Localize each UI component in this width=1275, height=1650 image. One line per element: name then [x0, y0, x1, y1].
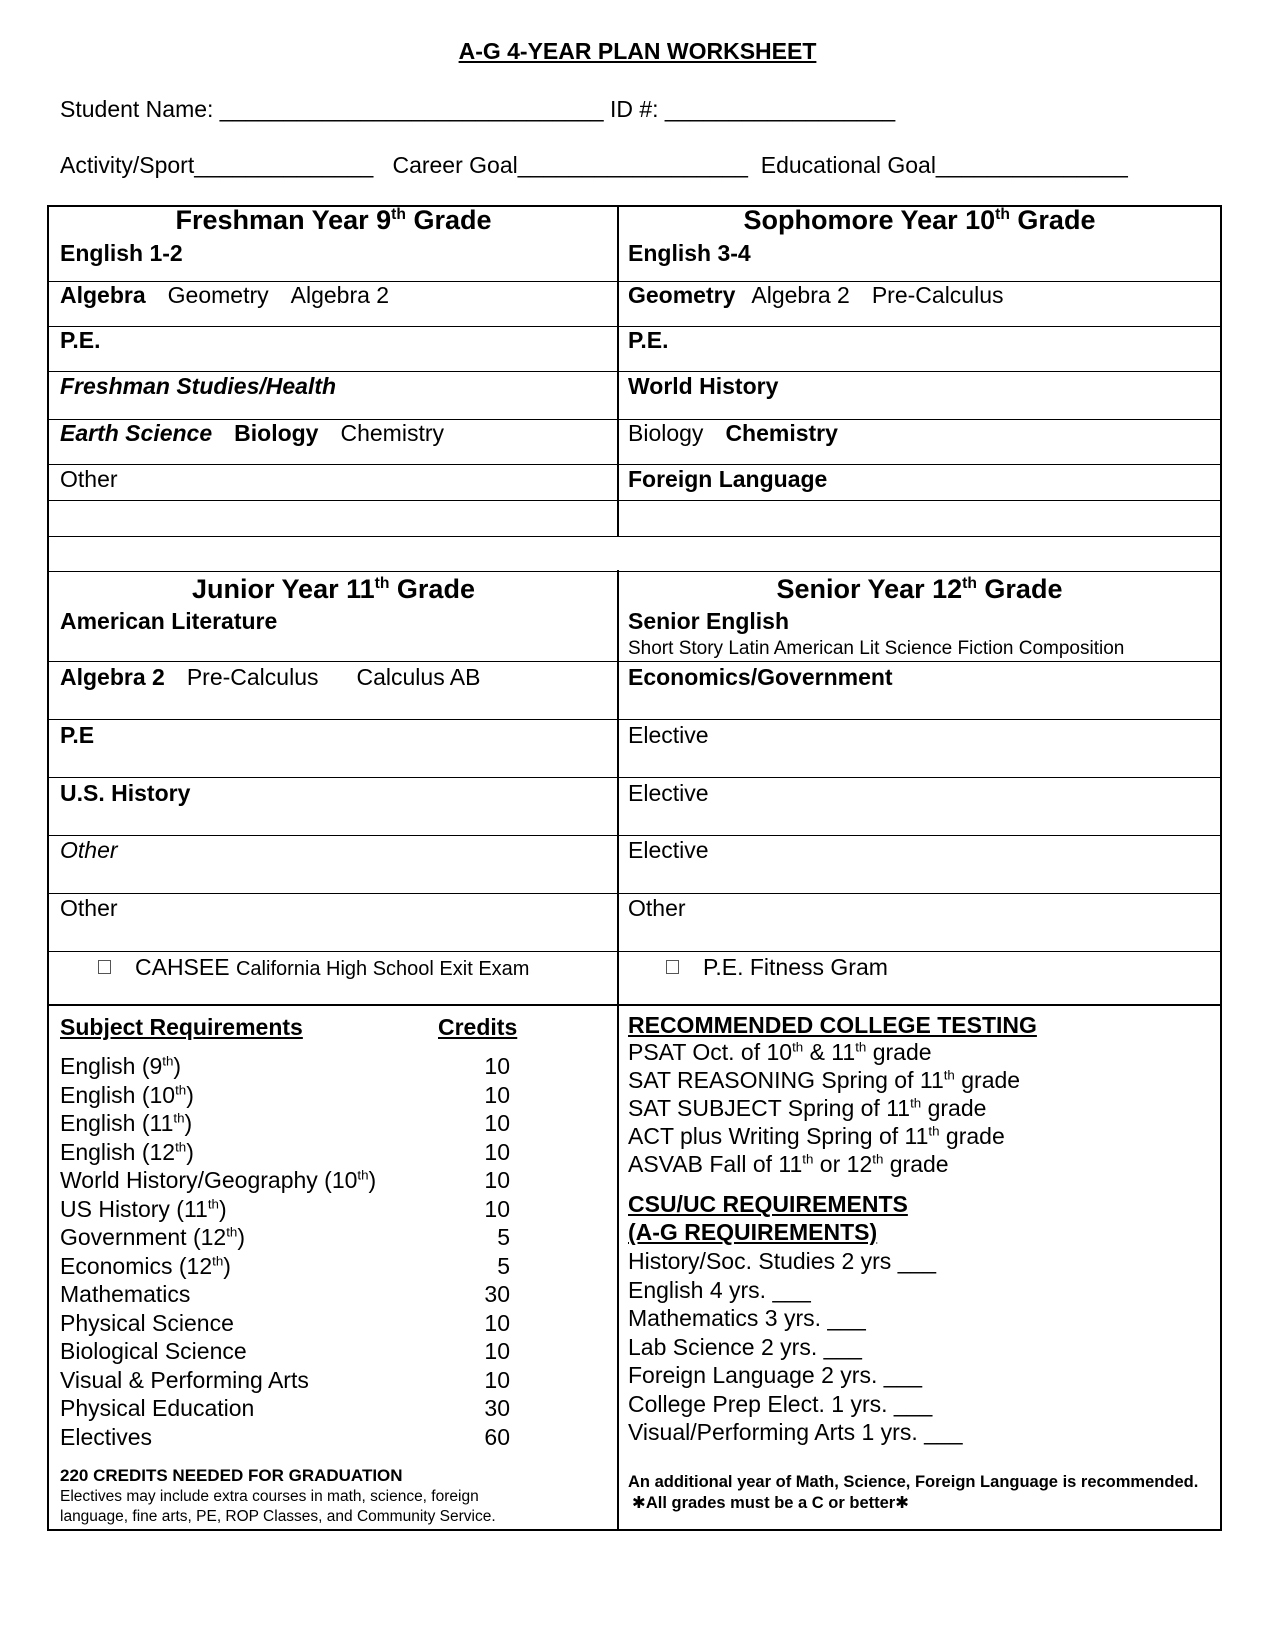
requirement-subject: Physical Science	[60, 1309, 234, 1336]
fitness-checkbox-row[interactable]: P.E. Fitness Gram	[666, 954, 888, 981]
sophomore-history[interactable]: World History	[628, 373, 779, 399]
electives-note-2: language, fine arts, PE, ROP Classes, and Community Service.	[60, 1508, 496, 1525]
spacer-mask	[610, 537, 625, 570]
requirement-credits: 10	[484, 1338, 510, 1364]
requirement-row	[60, 1167, 510, 1196]
requirement-row	[60, 1395, 510, 1424]
requirement-credits: 10	[484, 1195, 510, 1222]
credits-total: 220 CREDITS NEEDED FOR GRADUATION	[60, 1466, 403, 1485]
requirement-credits: 5	[497, 1224, 510, 1250]
junior-math[interactable]: Algebra 2 Pre-Calculus Calculus AB	[60, 664, 481, 690]
requirement-credits: 10	[484, 1167, 510, 1193]
requirement-subject: English (10th)	[60, 1081, 194, 1108]
junior-other-1[interactable]: Other	[60, 837, 118, 863]
column-divider	[617, 205, 619, 1531]
row-divider	[47, 464, 1222, 465]
sat-reasoning-item: SAT REASONING Spring of 11th grade	[628, 1067, 1021, 1093]
row-divider	[47, 719, 1222, 720]
requirement-row	[60, 1082, 510, 1111]
additional-year-note: An additional year of Math, Science, Foreign Language is recommended.	[628, 1473, 1199, 1491]
freshman-science[interactable]: Earth Science Biology Chemistry	[60, 420, 444, 446]
credits-heading: Credits	[438, 1014, 518, 1040]
junior-other-2[interactable]: Other	[60, 895, 118, 921]
requirement-row	[60, 1367, 510, 1396]
row-divider	[47, 835, 1222, 836]
requirement-row	[60, 1139, 510, 1168]
freshman-other[interactable]: Other	[60, 466, 118, 492]
requirement-credits: 60	[484, 1423, 510, 1450]
row-divider	[47, 371, 1222, 372]
checkbox-icon[interactable]	[666, 960, 679, 974]
requirement-subject: English (12th)	[60, 1138, 194, 1165]
senior-elective-1[interactable]: Elective	[628, 722, 709, 748]
row-divider	[47, 951, 1222, 952]
requirement-subject: Electives	[60, 1423, 153, 1450]
freshman-pe[interactable]: P.E.	[60, 327, 101, 353]
requirement-row	[60, 1110, 510, 1139]
psat-item: PSAT Oct. of 10th & 11th grade	[628, 1039, 932, 1065]
activity-goals-line[interactable]: Activity/Sport______________ Career Goal__________________ Educational Goal_______________	[60, 152, 1128, 178]
page-title: A-G 4-YEAR PLAN WORKSHEET	[458, 38, 817, 64]
requirement-subject: Economics (12th)	[60, 1252, 231, 1279]
senior-english-options: Short Story Latin American Lit Science Fiction Composition	[628, 638, 1125, 659]
student-name-id-line[interactable]: Student Name: ______________________________ ID #: __________________	[60, 96, 896, 122]
csu-uc-item[interactable]: History/Soc. Studies 2 yrs ___	[628, 1248, 937, 1274]
sat-subject-item: SAT SUBJECT Spring of 11th grade	[628, 1095, 987, 1121]
csu-uc-item[interactable]: Lab Science 2 yrs. ___	[628, 1333, 862, 1360]
requirement-row	[60, 1224, 510, 1253]
section-divider	[47, 1004, 1222, 1006]
requirement-subject: Physical Education	[60, 1395, 255, 1421]
sophomore-math[interactable]: Geometry Algebra 2 Pre-Calculus	[628, 282, 1004, 308]
requirement-credits: 10	[484, 1053, 510, 1079]
requirement-row	[60, 1310, 510, 1339]
row-divider	[47, 500, 1222, 501]
asvab-item: ASVAB Fall of 11th or 12th grade	[628, 1151, 949, 1177]
requirement-subject: English (11th)	[60, 1110, 193, 1136]
requirement-subject: US History (11th)	[60, 1195, 227, 1222]
act-item: ACT plus Writing Spring of 11th grade	[628, 1123, 1005, 1149]
testing-heading: RECOMMENDED COLLEGE TESTING	[628, 1012, 1037, 1038]
csu-uc-item[interactable]: Visual/Performing Arts 1 yrs. ___	[628, 1419, 963, 1445]
freshman-english[interactable]: English 1-2	[60, 240, 183, 266]
cahsee-checkbox-row[interactable]: CAHSEE California High School Exit Exam	[98, 954, 529, 981]
freshman-heading: Freshman Year 9th Grade	[175, 205, 492, 235]
row-divider	[47, 893, 1222, 894]
a-g-heading: (A-G REQUIREMENTS)	[628, 1219, 878, 1245]
csu-uc-item[interactable]: English 4 yrs. ___	[628, 1276, 811, 1303]
freshman-math[interactable]: Algebra Geometry Algebra 2	[60, 282, 390, 308]
requirement-credits: 5	[497, 1252, 510, 1279]
senior-elective-3[interactable]: Elective	[628, 837, 709, 863]
senior-heading: Senior Year 12th Grade	[776, 574, 1063, 604]
sophomore-science[interactable]: Biology Chemistry	[628, 420, 838, 446]
requirement-credits: 30	[484, 1395, 510, 1421]
freshman-studies[interactable]: Freshman Studies/Health	[60, 373, 337, 399]
senior-english[interactable]: Senior English	[628, 608, 790, 634]
requirement-subject: Mathematics	[60, 1281, 191, 1307]
senior-econ[interactable]: Economics/Government	[628, 664, 893, 690]
requirement-subject: Visual & Performing Arts	[60, 1366, 309, 1393]
sophomore-english[interactable]: English 3-4	[628, 240, 751, 266]
csu-uc-item[interactable]: Foreign Language 2 yrs. ___	[628, 1362, 923, 1388]
csu-uc-item[interactable]: College Prep Elect. 1 yrs. ___	[628, 1390, 933, 1417]
row-divider	[47, 536, 1222, 537]
electives-note-1: Electives may include extra courses in math, science, foreign	[60, 1488, 479, 1505]
junior-history[interactable]: U.S. History	[60, 780, 191, 806]
requirement-subject: World History/Geography (10th)	[60, 1167, 377, 1193]
subject-requirements-heading: Subject Requirements	[60, 1014, 303, 1040]
requirement-row	[60, 1196, 510, 1225]
junior-pe[interactable]: P.E	[60, 722, 95, 748]
requirement-row	[60, 1253, 510, 1282]
requirement-subject: Government (12th)	[60, 1224, 245, 1250]
csu-uc-heading: CSU/UC REQUIREMENTS	[628, 1191, 908, 1217]
requirement-subject: English (9th)	[60, 1053, 182, 1079]
requirement-credits: 10	[484, 1110, 510, 1136]
grades-note: ✱All grades must be a C or better✱	[632, 1494, 910, 1512]
senior-other[interactable]: Other	[628, 895, 686, 921]
requirement-credits: 30	[484, 1281, 510, 1307]
requirement-credits: 10	[484, 1366, 510, 1393]
checkbox-icon[interactable]	[98, 960, 111, 974]
row-divider	[47, 571, 1222, 572]
requirement-row	[60, 1338, 510, 1367]
csu-uc-item[interactable]: Mathematics 3 yrs. ___	[628, 1305, 866, 1331]
row-divider	[47, 661, 1222, 662]
sophomore-language[interactable]: Foreign Language	[628, 466, 828, 492]
requirement-credits: 10	[484, 1081, 510, 1108]
senior-elective-2[interactable]: Elective	[628, 780, 709, 806]
junior-english[interactable]: American Literature	[60, 608, 278, 634]
requirement-row	[60, 1281, 510, 1310]
requirement-row	[60, 1053, 510, 1082]
requirement-credits: 10	[484, 1138, 510, 1165]
requirement-row	[60, 1424, 510, 1453]
row-divider	[47, 777, 1222, 778]
requirement-subject: Biological Science	[60, 1338, 247, 1364]
sophomore-pe[interactable]: P.E.	[628, 327, 669, 353]
sophomore-heading: Sophomore Year 10th Grade	[743, 205, 1096, 235]
requirement-credits: 10	[484, 1309, 510, 1336]
junior-heading: Junior Year 11th Grade	[192, 574, 475, 604]
